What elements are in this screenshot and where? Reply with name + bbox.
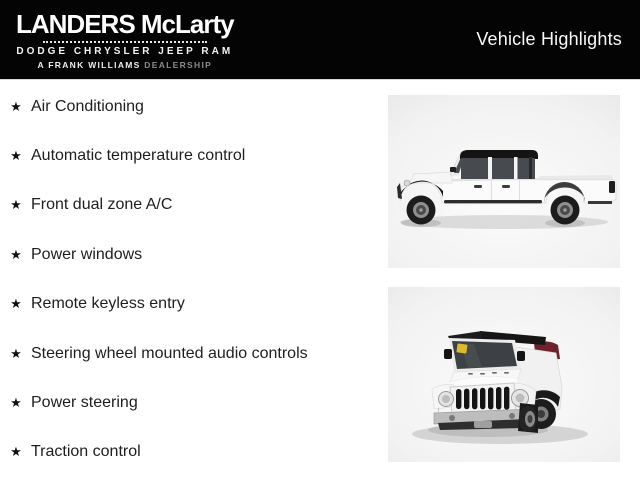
page-title: Vehicle Highlights [476,29,622,49]
vehicle-photo-side-view [388,95,620,268]
star-icon: ★ [10,148,22,164]
feature-label: Air Conditioning [31,97,144,115]
dealership-brands: DODGE CHRYSLER JEEP RAM [16,46,234,58]
feature-label: Traction control [31,443,141,461]
feature-item [8,280,383,329]
feature-label: Remote keyless entry [31,295,185,313]
dealership-tagline-bold: A FRANK WILLIAMS [37,60,141,71]
dealership-logo [16,9,234,70]
feature-item [8,378,383,427]
star-icon: ★ [10,98,22,114]
feature-item [8,131,383,180]
feature-label: Front dual zone A/C [31,196,173,214]
dealership-tagline [38,61,213,70]
logo-dotted-divider [43,41,207,43]
star-icon: ★ [10,444,22,460]
vehicle-photo-front-quarter-view [388,287,620,462]
feature-label: Steering wheel mounted audio controls [31,344,308,362]
star-icon: ★ [10,296,22,312]
dealership-tagline-light: DEALERSHIP [144,60,213,71]
feature-label: Power steering [31,394,138,412]
star-icon: ★ [10,345,22,361]
star-icon: ★ [10,395,22,411]
feature-label: Power windows [31,245,143,263]
feature-item [8,181,383,230]
star-icon: ★ [10,197,22,213]
feature-item [8,428,383,477]
feature-item [8,230,383,279]
feature-item [8,82,383,131]
dealership-name: LANDERS McLarty [16,9,234,40]
header [0,0,640,80]
feature-label: Automatic temperature control [31,147,246,165]
features-list [8,82,383,477]
feature-item [8,329,383,378]
star-icon: ★ [10,246,22,262]
